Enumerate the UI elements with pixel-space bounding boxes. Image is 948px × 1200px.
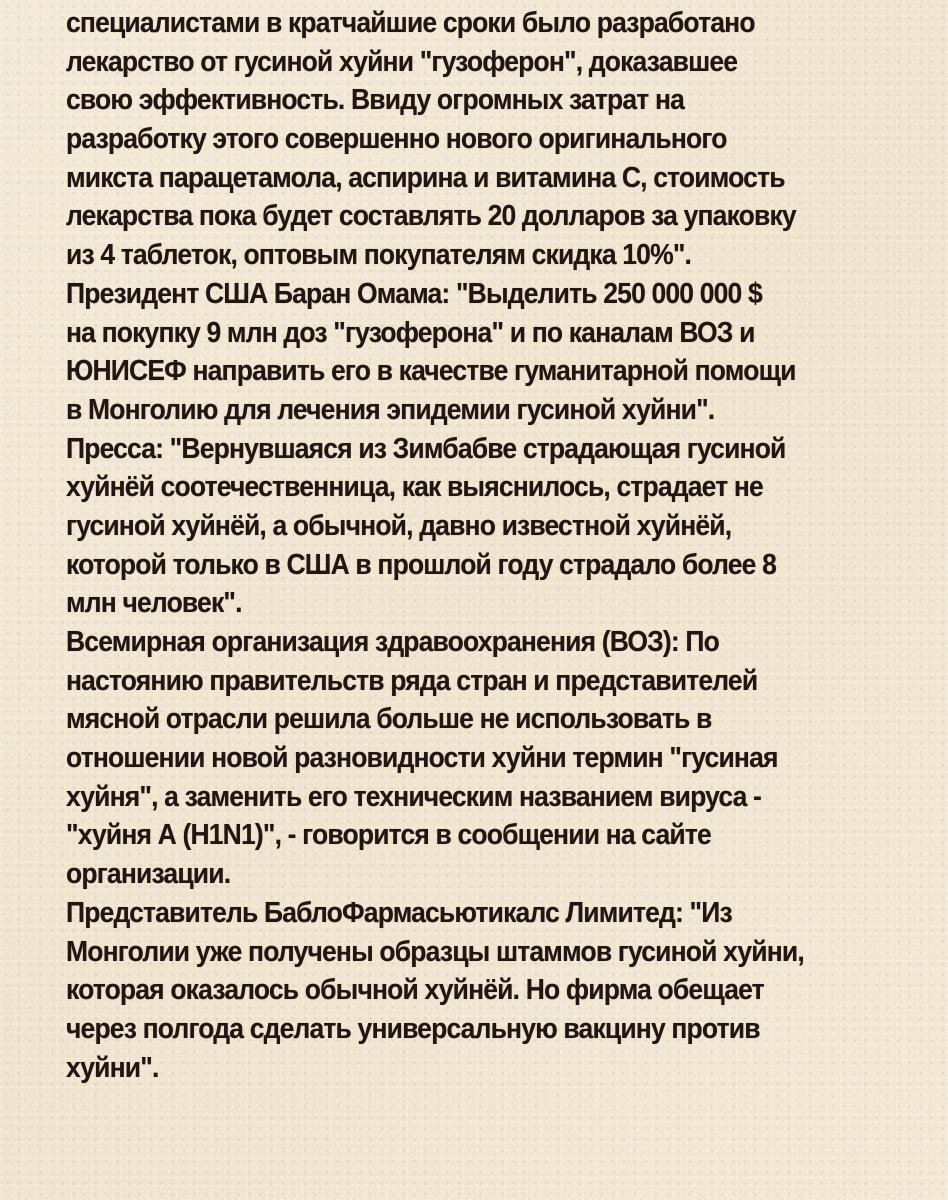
text-line: гусиной хуйнёй, а обычной, давно известной хуйнёй,	[66, 509, 732, 542]
text-line: настоянию правительств ряда стран и представителей	[66, 664, 758, 697]
text-line: хуйни".	[66, 1051, 159, 1084]
document-page	[66, 4, 946, 1087]
document-text	[66, 4, 884, 1087]
text-line: лекарства пока будет составлять 20 долларов за упаковку	[66, 200, 796, 233]
text-line: Всемирная организация здравоохранения (ВОЗ): По	[66, 626, 719, 658]
text-line: отношении новой разновидности хуйни термин "гусиная	[66, 742, 778, 775]
text-line: которой только в США в прошлой году страдало более 8	[66, 548, 776, 581]
text-line: Пресса: "Вернувшаяся из Зимбабве страдающая гусиной	[66, 432, 786, 465]
text-line: на покупку 9 млн доз "гузоферона" и по каналам ВОЗ и	[66, 316, 755, 349]
text-line: хуйня", а заменить его техническим названием вируса -	[66, 780, 762, 813]
text-line: через полгода сделать универсальную вакцину против	[66, 1012, 760, 1045]
text-line: Президент США Баран Омама: "Выделить 250 000 000 $	[66, 277, 762, 310]
text-line: ЮНИСЕФ направить его в качестве гуманитарной помощи	[66, 355, 796, 388]
text-line: организации.	[66, 858, 231, 891]
text-line: Монголии уже получены образцы штаммов гусиной хуйни,	[66, 935, 804, 968]
text-line: лекарство от гусиной хуйни "гузоферон", доказавшее	[66, 45, 738, 78]
text-line: микста парацетамола, аспирина и витамина С, стоимость	[66, 161, 785, 194]
text-line: "хуйня А (H1N1)", - говорится в сообщении на сайте	[66, 819, 711, 852]
text-line: в Монголию для лечения эпидемии гусиной хуйни".	[66, 393, 715, 426]
text-line: мясной отрасли решила больше не использовать в	[66, 703, 712, 736]
text-line: из 4 таблеток, оптовым покупателям скидка 10%".	[66, 239, 692, 272]
text-line: млн человек".	[66, 587, 242, 620]
text-line: разработку этого совершенно нового оригинального	[66, 123, 727, 156]
text-line: которая оказалось обычной хуйнёй. Но фирма обещает	[66, 974, 764, 1007]
text-line: свою эффективность. Ввиду огромных затрат на	[66, 84, 685, 117]
text-line: Представитель БаблоФармасьютикалс Лимитед: "Из	[66, 896, 732, 929]
text-line: хуйнёй соотечественница, как выяснилось, страдает не	[66, 471, 763, 504]
text-line: специалистами в кратчайшие сроки было разработано	[66, 7, 755, 39]
